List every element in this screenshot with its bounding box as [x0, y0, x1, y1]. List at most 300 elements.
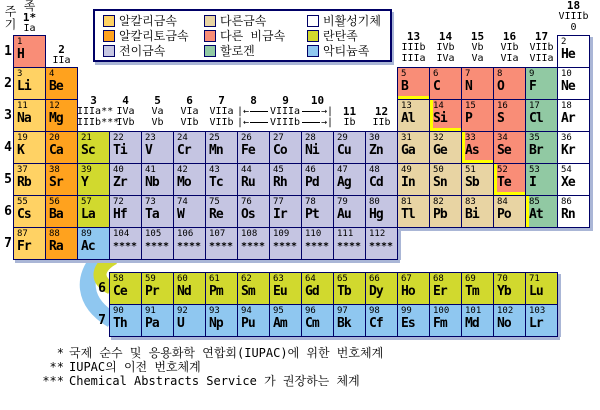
atomic-number: 74	[177, 197, 188, 207]
legend	[93, 9, 392, 62]
arrow-line	[250, 122, 268, 123]
atomic-number: 100	[433, 306, 450, 316]
group-number: 15	[470, 30, 485, 43]
group-roman-label: Vb	[151, 117, 164, 128]
group-number: 12	[374, 105, 389, 118]
element-symbol: K	[17, 143, 24, 158]
group-header-11	[333, 106, 366, 128]
atomic-number: 65	[337, 274, 348, 284]
atomic-number: 67	[401, 274, 412, 284]
element-symbol: S	[497, 111, 504, 126]
element-cell-Ho	[397, 272, 430, 305]
legend-swatch-transition	[103, 45, 115, 57]
atomic-number: 88	[49, 229, 60, 239]
legend-item	[307, 15, 395, 27]
element-symbol: Gd	[305, 284, 319, 299]
element-cell-Er	[429, 272, 462, 305]
group-header-5	[141, 95, 174, 128]
element-cell-Os	[237, 195, 270, 228]
atomic-number: 70	[497, 274, 508, 284]
element-symbol: Pa	[145, 316, 159, 331]
element-cell-Dy	[365, 272, 398, 305]
element-cell-Nd	[173, 272, 206, 305]
atomic-number: 20	[49, 133, 60, 143]
period-label-5: 5	[4, 172, 12, 187]
element-cell-107	[205, 227, 238, 260]
element-symbol: Mo	[177, 175, 191, 190]
element-symbol: Cd	[369, 175, 383, 190]
legend-item-label: 전이금속	[119, 43, 166, 58]
legend-item	[103, 30, 204, 42]
atomic-number: 48	[369, 165, 380, 175]
element-cell-Al	[397, 99, 430, 132]
atomic-number: 59	[145, 274, 156, 284]
element-cell-Bk	[333, 304, 366, 337]
legend-item	[204, 45, 307, 57]
element-symbol: In	[401, 175, 415, 190]
group-roman-label: VIIb	[529, 42, 554, 53]
element-symbol: Sn	[433, 175, 447, 190]
element-cell-Ca	[45, 131, 78, 164]
element-symbol: ****	[241, 241, 266, 252]
legend-item	[103, 15, 204, 27]
element-symbol: Sb	[465, 175, 479, 190]
atomic-number: 94	[241, 306, 252, 316]
atomic-number: 90	[113, 306, 124, 316]
element-symbol: O	[497, 79, 504, 94]
element-symbol: Sr	[49, 175, 63, 190]
group-header-10	[301, 95, 334, 106]
arrow-right-icon: →	[320, 106, 327, 117]
element-cell-Cs	[13, 195, 46, 228]
legend-item-label: 악티늄족	[323, 43, 370, 58]
group-header-8	[237, 95, 270, 106]
element-cell-Li	[13, 67, 46, 100]
element-cell-H	[13, 35, 46, 68]
group-roman-label: IIIa	[401, 53, 426, 64]
atomic-number: 1	[17, 37, 23, 47]
element-symbol: Be	[49, 79, 63, 94]
element-cell-K	[13, 131, 46, 164]
atomic-number: 42	[177, 165, 188, 175]
element-cell-Xe	[557, 163, 590, 196]
legend-item	[307, 45, 395, 57]
atomic-number: 102	[497, 306, 514, 316]
element-cell-Si	[429, 99, 462, 132]
element-symbol: Nd	[177, 284, 191, 299]
element-symbol: F	[529, 79, 536, 94]
element-cell-Ac	[77, 227, 110, 260]
element-symbol: Pt	[305, 207, 319, 222]
element-cell-Po	[493, 195, 526, 228]
period-label-7: 7	[4, 236, 12, 251]
element-cell-Cu	[333, 131, 366, 164]
legend-item	[204, 30, 307, 42]
group-roman-label: IVb	[436, 42, 455, 53]
group-roman-label: VIIb	[209, 117, 234, 128]
group-roman-label: Vb	[471, 42, 484, 53]
legend-swatch-lanthanide	[307, 30, 319, 42]
element-cell-Sb	[461, 163, 494, 196]
drop-shadow	[111, 337, 560, 340]
element-symbol: W	[177, 207, 184, 222]
element-symbol: ****	[273, 241, 298, 252]
element-symbol: C	[433, 79, 440, 94]
element-cell-Eu	[269, 272, 302, 305]
atomic-number: 62	[241, 274, 252, 284]
element-symbol: Tm	[465, 284, 479, 299]
atomic-number: 28	[305, 133, 316, 143]
element-cell-Y	[77, 163, 110, 196]
legend-item-label: 알칼리금속	[119, 13, 177, 28]
footnote-text: Chemical Abstracts Service 가 권장하는 체계	[69, 374, 360, 388]
atomic-number: 83	[465, 197, 476, 207]
element-cell-Ne	[557, 67, 590, 100]
element-symbol: Ag	[337, 175, 351, 190]
footnote	[38, 346, 383, 360]
element-cell-Fm	[429, 304, 462, 337]
element-symbol: ****	[113, 241, 138, 252]
group-roman-label: IIIb	[401, 42, 426, 53]
element-symbol: Zn	[369, 143, 383, 158]
atomic-number: 84	[497, 197, 508, 207]
group-roman-label: IVa	[436, 53, 455, 64]
span-delimiter: |	[237, 117, 244, 128]
atomic-number: 50	[433, 165, 444, 175]
group-number: 5	[154, 94, 161, 107]
atomic-number: 43	[209, 165, 220, 175]
element-symbol: Ni	[305, 143, 319, 158]
group-header-4	[109, 95, 142, 128]
atomic-number: 101	[465, 306, 482, 316]
element-symbol: Pr	[145, 284, 159, 299]
element-symbol: La	[81, 207, 95, 222]
atomic-number: 52	[497, 165, 508, 175]
element-symbol: Ti	[113, 143, 127, 158]
element-symbol: Ir	[273, 207, 287, 222]
group-roman-label: VIIIb	[558, 11, 589, 22]
atomic-number: 57	[81, 197, 92, 207]
element-symbol: Nb	[145, 175, 159, 190]
legend-swatch-other-metal	[204, 15, 216, 27]
element-symbol: Li	[17, 79, 31, 94]
element-symbol: Ta	[145, 207, 159, 222]
element-symbol: Ru	[241, 175, 255, 190]
element-cell-Kr	[557, 131, 590, 164]
element-symbol: Tc	[209, 175, 223, 190]
atomic-number: 45	[273, 165, 284, 175]
atomic-number: 35	[529, 133, 540, 143]
element-symbol: Md	[465, 316, 479, 331]
group-roman-label: VIb	[500, 42, 519, 53]
element-cell-Pd	[301, 163, 334, 196]
element-symbol: Sc	[81, 143, 95, 158]
legend-swatch-nonmetal	[204, 30, 216, 42]
element-cell-B	[397, 67, 430, 100]
atomic-number: 111	[337, 229, 354, 239]
element-cell-Es	[397, 304, 430, 337]
atomic-number: 110	[305, 229, 322, 239]
legend-swatch-alkali	[103, 15, 115, 27]
atomic-number: 89	[81, 229, 92, 239]
atomic-number: 103	[529, 306, 546, 316]
legend-item	[307, 30, 395, 42]
element-cell-Mo	[173, 163, 206, 196]
atomic-number: 49	[401, 165, 412, 175]
element-cell-Pb	[429, 195, 462, 228]
element-cell-Rn	[557, 195, 590, 228]
legend-item-label: 다른금속	[220, 13, 267, 28]
element-symbol: At	[529, 207, 543, 222]
element-cell-Ge	[429, 131, 462, 164]
element-cell-Cl	[525, 99, 558, 132]
element-symbol: Pd	[305, 175, 319, 190]
group-number: 13	[406, 30, 421, 43]
atomic-number: 7	[465, 69, 471, 79]
atomic-number: 91	[145, 306, 156, 316]
group-header-16	[493, 31, 526, 64]
atomic-number: 81	[401, 197, 412, 207]
element-cell-Sn	[429, 163, 462, 196]
footnote-marker: ***	[42, 374, 64, 388]
element-symbol: Ca	[49, 143, 63, 158]
atomic-number: 61	[209, 274, 220, 284]
element-cell-Hf	[109, 195, 142, 228]
element-cell-N	[461, 67, 494, 100]
element-cell-C	[429, 67, 462, 100]
period-label-1: 1	[4, 44, 12, 59]
element-cell-Ar	[557, 99, 590, 132]
group-number: 9	[282, 94, 289, 107]
element-symbol: Lr	[529, 316, 543, 331]
legend-item	[103, 45, 204, 57]
group-roman-label: IIIa**	[77, 106, 114, 117]
atomic-number: 69	[465, 274, 476, 284]
arrow-line	[302, 111, 320, 112]
legend-item	[204, 15, 307, 27]
element-symbol: Se	[497, 143, 511, 158]
atomic-number: 98	[369, 306, 380, 316]
element-symbol: Th	[113, 316, 127, 331]
element-cell-Ga	[397, 131, 430, 164]
element-cell-Cr	[173, 131, 206, 164]
element-symbol: Dy	[369, 284, 383, 299]
atomic-number: 46	[305, 165, 316, 175]
element-cell-Bi	[461, 195, 494, 228]
element-cell-Ag	[333, 163, 366, 196]
span-delimiter: |	[326, 106, 334, 117]
period-label-6: 6	[4, 204, 12, 219]
element-symbol: Zr	[113, 175, 127, 190]
element-cell-Gd	[301, 272, 334, 305]
element-symbol: Kr	[561, 143, 575, 158]
atomic-number: 51	[465, 165, 476, 175]
group-roman-label: IIb	[372, 117, 391, 128]
atomic-number: 47	[337, 165, 348, 175]
element-symbol: Re	[209, 207, 223, 222]
group-number: 14	[438, 30, 453, 43]
element-symbol: Au	[337, 207, 351, 222]
legend-swatch-alkaline	[103, 30, 115, 42]
element-cell-U	[173, 304, 206, 337]
atomic-number: 26	[241, 133, 252, 143]
atomic-number: 72	[113, 197, 124, 207]
atomic-number: 66	[369, 274, 380, 284]
atomic-number: 17	[529, 101, 540, 111]
element-cell-Fr	[13, 227, 46, 260]
group-number: 11	[342, 105, 357, 118]
group-number: 10	[310, 94, 325, 107]
element-cell-104	[109, 227, 142, 260]
arrow-left-icon: ←	[243, 117, 250, 128]
atomic-number: 85	[529, 197, 540, 207]
group-number: 4	[122, 94, 129, 107]
element-cell-Pr	[141, 272, 174, 305]
legend-swatch-noble	[307, 15, 319, 27]
element-cell-Sm	[237, 272, 270, 305]
element-cell-Sc	[77, 131, 110, 164]
element-cell-Cm	[301, 304, 334, 337]
element-cell-P	[461, 99, 494, 132]
atomic-number: 31	[401, 133, 412, 143]
group-header-12	[365, 106, 398, 128]
period-axis-label: 주기	[3, 5, 17, 31]
element-symbol: Er	[433, 284, 447, 299]
element-symbol: Ga	[401, 143, 415, 158]
group-number: 1*	[22, 11, 37, 24]
element-symbol: Sm	[241, 284, 255, 299]
element-symbol: Te	[497, 175, 511, 190]
drop-shadow	[398, 229, 401, 260]
element-cell-Tl	[397, 195, 430, 228]
atomic-number: 87	[17, 229, 28, 239]
atomic-number: 19	[17, 133, 28, 143]
group-roman-label: Va	[471, 53, 484, 64]
element-cell-W	[173, 195, 206, 228]
element-cell-F	[525, 67, 558, 100]
group-number: 6	[186, 94, 193, 107]
atomic-number: 97	[337, 306, 348, 316]
element-cell-Zr	[109, 163, 142, 196]
group-header-15	[461, 31, 494, 64]
element-symbol: As	[465, 143, 479, 158]
element-cell-Ti	[109, 131, 142, 164]
element-cell-Md	[461, 304, 494, 337]
element-symbol: Ne	[561, 79, 575, 94]
element-cell-Tb	[333, 272, 366, 305]
footnote	[38, 360, 383, 374]
atomic-number: 14	[433, 101, 444, 111]
element-symbol: Si	[433, 111, 447, 126]
element-cell-Lr	[525, 304, 558, 337]
element-cell-O	[493, 67, 526, 100]
atomic-number: 15	[465, 101, 476, 111]
element-symbol: Pu	[241, 316, 255, 331]
group-header-2	[45, 44, 78, 66]
atomic-number: 63	[273, 274, 284, 284]
atomic-number: 16	[497, 101, 508, 111]
atomic-number: 32	[433, 133, 444, 143]
element-cell-Tc	[205, 163, 238, 196]
atomic-number: 58	[113, 274, 124, 284]
element-cell-Nb	[141, 163, 174, 196]
group-roman-label: 0	[570, 22, 577, 33]
element-cell-Sr	[45, 163, 78, 196]
element-symbol: ****	[369, 241, 394, 252]
arrow-line	[250, 111, 268, 112]
element-symbol: Cr	[177, 143, 191, 158]
group-number: 7	[218, 94, 225, 107]
atomic-number: 104	[113, 229, 130, 239]
element-cell-Fe	[237, 131, 270, 164]
element-symbol: Pb	[433, 207, 447, 222]
group-header-6	[173, 95, 206, 128]
element-symbol: Ac	[81, 239, 95, 254]
atomic-number: 109	[273, 229, 290, 239]
element-cell-Zn	[365, 131, 398, 164]
element-symbol: Tb	[337, 284, 351, 299]
element-symbol: Ho	[401, 284, 415, 299]
element-symbol: Hg	[369, 207, 383, 222]
group-number: 8	[250, 94, 257, 107]
element-cell-Be	[45, 67, 78, 100]
group-header-3	[77, 94, 120, 128]
element-cell-Pu	[237, 304, 270, 337]
atomic-number: 53	[529, 165, 540, 175]
atomic-number: 12	[49, 101, 60, 111]
element-cell-Yb	[493, 272, 526, 305]
span-delimiter: |	[237, 106, 244, 117]
group-roman-label: IIIb***	[77, 117, 120, 128]
element-cell-V	[141, 131, 174, 164]
group-roman-label: VIa	[180, 106, 199, 117]
element-symbol: ****	[305, 241, 330, 252]
element-symbol: Yb	[497, 284, 511, 299]
element-symbol: Es	[401, 316, 415, 331]
atomic-number: 29	[337, 133, 348, 143]
element-symbol: ****	[145, 241, 170, 252]
atomic-number: 105	[145, 229, 162, 239]
element-symbol: Rb	[17, 175, 31, 190]
element-symbol: Br	[529, 143, 543, 158]
atomic-number: 38	[49, 165, 60, 175]
element-cell-Mn	[205, 131, 238, 164]
element-symbol: Ar	[561, 111, 575, 126]
element-cell-Tm	[461, 272, 494, 305]
element-cell-As	[461, 131, 494, 164]
atomic-number: 36	[561, 133, 572, 143]
footnote-text: IUPAC의 이전 번호체계	[69, 360, 201, 374]
element-symbol: ****	[337, 241, 362, 252]
atomic-number: 2	[561, 37, 567, 47]
group-roman-label: Ib	[343, 117, 356, 128]
legend-item-label: 다른 비금속	[220, 28, 286, 43]
atomic-number: 21	[81, 133, 92, 143]
atomic-number: 92	[177, 306, 188, 316]
group-roman-label: IIa	[52, 55, 71, 66]
group-header-9	[269, 95, 302, 106]
atomic-number: 64	[305, 274, 316, 284]
element-symbol: Xe	[561, 175, 575, 190]
period-label-4: 4	[4, 140, 12, 155]
element-symbol: Rn	[561, 207, 575, 222]
element-symbol: Cf	[369, 316, 383, 331]
element-cell-At	[525, 195, 558, 228]
atomic-number: 4	[49, 69, 55, 79]
drop-shadow	[399, 228, 593, 231]
group-roman-label: IVb	[116, 117, 135, 128]
element-cell-Ba	[45, 195, 78, 228]
